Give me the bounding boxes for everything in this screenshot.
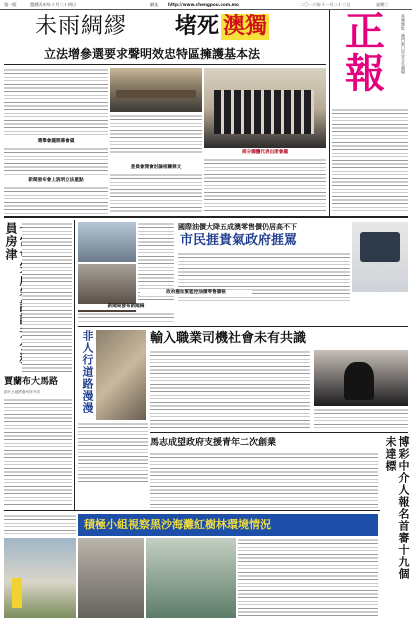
photo-officials [78, 222, 136, 262]
photo-oil-pump [352, 222, 408, 292]
story-text-5 [110, 173, 202, 213]
left-rail-subcaption: 兩片土地將會有所不同 [4, 390, 40, 394]
divider [4, 510, 380, 511]
bottom-story-text [238, 538, 378, 618]
weekday: 星期三 [376, 2, 389, 7]
left-rail-title: 員房津 [4, 222, 18, 261]
divider [74, 220, 75, 510]
bottom-banner [78, 514, 378, 536]
masthead-address: 本報地址：澳門新口岸宋玉生廣場 [401, 14, 406, 74]
bottom-banner-text: 積極小組視察黑沙海灘紅樹林環境情況 [84, 518, 271, 531]
photo-meeting-room [110, 68, 202, 112]
left-rail-text-2 [4, 398, 72, 506]
site-label: 網址 [150, 2, 159, 7]
driver-headline: 輸入職業司機社會未有共識 [150, 331, 307, 346]
vertical-headline-mid: 非人行道路漫漫 [81, 330, 94, 414]
oil-headline: 市民捱貴氣政府捱罵 [180, 233, 298, 248]
youth-headline: 馬志成望政府支援青年二次創業 [150, 438, 277, 448]
table-shape [116, 90, 196, 98]
oil-story-text [178, 252, 350, 304]
bottom-story-intro [4, 514, 76, 534]
subheadline-text: 立法增參選要求聲明效忠特區擁護基本法 [44, 47, 261, 61]
issue-date: 二〇一六年十一月二十三日 [300, 2, 351, 7]
divider [4, 216, 408, 218]
subheadline [44, 46, 329, 62]
photo-mangroves [146, 538, 236, 618]
main-headline [35, 12, 325, 42]
person-vest-shape [12, 578, 22, 608]
story-text-3 [110, 114, 202, 154]
photo-beach [4, 538, 76, 618]
main-headline-highlight: 澳獨 [223, 14, 268, 39]
photo-driver-press [314, 350, 408, 406]
person-shape [344, 362, 374, 400]
photo-street [96, 330, 146, 420]
masthead-info-block [332, 108, 408, 212]
left-rail-text [22, 222, 72, 372]
caption-3: 委員會開會討論相關條文 [110, 165, 202, 171]
pump-shape [360, 232, 400, 262]
driver-story-text-2 [314, 408, 408, 428]
oil-caption: 政府應加緊監控油價零售價格 [140, 290, 252, 296]
youth-story-text [150, 452, 378, 508]
logo-char-1: 正 [345, 8, 385, 55]
photo-group [204, 68, 326, 148]
mid-story-text [78, 422, 148, 482]
story-text-4 [4, 186, 108, 214]
main-headline-right-a: 堵死 [175, 14, 220, 39]
caption-5: 新聞局發布新聞稿 [78, 304, 174, 310]
divider [150, 432, 408, 433]
oil-kicker: 國際油價大降五成澳零售價仍居高不下 [178, 223, 297, 231]
caption-1: 選舉會議開幕會儀 [4, 139, 108, 145]
site-url[interactable]: http://www.chengpou.com.mo [168, 2, 239, 7]
caption-2: 新聞發布會上說明立法重點 [4, 178, 108, 184]
section-label: 第一版 [4, 2, 17, 7]
right-vertical-headline: 博彩中介人報名首審十九個未達標 [384, 436, 410, 580]
masthead-info-lines [332, 108, 408, 212]
divider [78, 326, 408, 327]
masthead [330, 10, 410, 110]
divider [4, 64, 326, 65]
driver-story-text [150, 350, 310, 430]
divider [329, 10, 330, 216]
story-text-1 [4, 68, 108, 136]
left-rail-subtitle: 賈蘭布大馬路 [4, 377, 59, 387]
caption-4: 部分團體代表出席會議 [204, 150, 326, 156]
people-shape [214, 90, 314, 134]
photo-officials-visit [78, 538, 144, 618]
story-text-2 [4, 147, 108, 177]
main-headline-left: 未雨綢繆 [35, 14, 128, 39]
story-text-6 [204, 158, 326, 213]
story-text-8 [78, 312, 174, 324]
lunar-date: 農曆丙申年十月二十四日 [30, 2, 77, 7]
logo-char-2: 報 [345, 50, 385, 97]
